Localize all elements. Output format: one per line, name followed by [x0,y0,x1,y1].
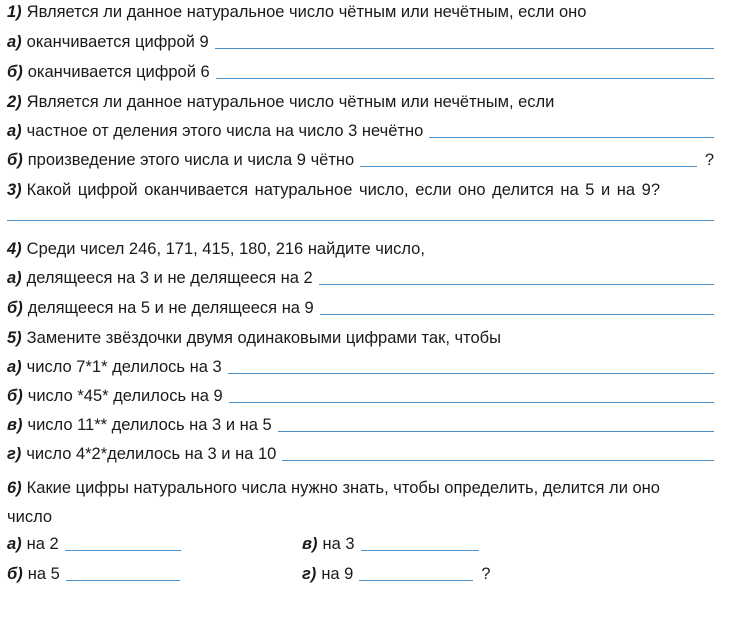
question-1b [7,60,714,82]
item-label: а) [7,122,22,140]
item-label: г) [7,445,22,463]
item-text: оканчивается цифрой 9 [26,33,209,51]
question-text: Какой цифрой оканчивается натуральное число, если оно делится на 5 и на 9? [26,181,661,199]
question-number: 3) [7,181,22,199]
item-text: на 2 [26,535,59,553]
item-label: б) [7,151,23,169]
item-text: оканчивается цифрой 6 [27,63,210,81]
question-5 [7,326,714,348]
question-4a [7,266,714,288]
question-number: 2) [7,93,22,111]
answer-line[interactable] [320,313,714,315]
question-2a [7,119,714,141]
item-text: число 4*2*делилось на 3 и на 10 [26,445,277,463]
question-text: Какие цифры натурального числа нужно знать, чтобы определить, делится ли оно [26,479,660,497]
item-label: б) [7,565,23,583]
question-6d [302,562,491,584]
answer-line[interactable] [361,549,479,551]
question-number: 1) [7,3,22,21]
question-1 [7,0,714,22]
question-number: 6) [7,479,22,497]
answer-line[interactable] [228,372,714,374]
question-number: 5) [7,329,22,347]
question-5b [7,384,714,406]
item-label: б) [7,299,23,317]
answer-line[interactable] [360,165,697,167]
question-6a [7,532,181,554]
answer-line[interactable] [278,430,714,432]
question-2 [7,90,714,112]
answer-line[interactable] [65,549,181,551]
item-label: а) [7,33,22,51]
item-label: б) [7,63,23,81]
answer-line[interactable] [282,459,714,461]
item-text: на 3 [322,535,355,553]
answer-line[interactable] [319,283,714,285]
item-label: а) [7,358,22,376]
question-text: Является ли данное натуральное число чётным или нечётным, если оно [26,3,587,21]
answer-line[interactable] [66,579,180,581]
question-6b [7,562,180,584]
question-text: Замените звёздочки двумя одинаковыми цифрами так, чтобы [26,329,501,347]
question-5a [7,355,714,377]
question-4 [7,237,714,259]
item-text: произведение этого числа и числа 9 чётно [27,151,355,169]
question-5d [7,442,714,464]
item-text: число 7*1* делилось на 3 [26,358,222,376]
question-5c [7,413,714,435]
question-text-continued: число [7,508,53,526]
item-text: число 11** делилось на 3 и на 5 [27,416,272,434]
answer-line[interactable] [215,47,714,49]
item-label: в) [302,535,318,553]
question-text: Среди чисел 246, 171, 415, 180, 216 найдите число, [26,240,425,258]
item-label: а) [7,535,22,553]
question-mark: ? [481,565,491,583]
question-2b [7,148,714,170]
question-number: 4) [7,240,22,258]
question-6 [7,476,714,498]
answer-line[interactable] [429,136,714,138]
answer-line[interactable] [229,401,714,403]
item-text: число *45* делилось на 9 [27,387,223,405]
question-3 [7,178,714,200]
answer-line[interactable] [216,77,714,79]
item-text: частное от деления этого числа на число 3 нечётно [26,122,424,140]
question-text: Является ли данное натуральное число чётным или нечётным, если [26,93,555,111]
item-label: в) [7,416,23,434]
question-mark: ? [704,151,714,169]
question-6c [302,532,479,554]
question-6-cont [7,505,714,527]
answer-line[interactable] [359,579,473,581]
item-label: г) [302,565,317,583]
item-text: делящееся на 3 и не делящееся на 2 [26,269,313,287]
item-label: б) [7,387,23,405]
item-text: на 5 [27,565,60,583]
item-text: на 9 [321,565,354,583]
question-4b [7,296,714,318]
item-label: а) [7,269,22,287]
item-text: делящееся на 5 и не делящееся на 9 [27,299,314,317]
answer-line[interactable] [7,220,714,221]
question-1a [7,30,714,52]
